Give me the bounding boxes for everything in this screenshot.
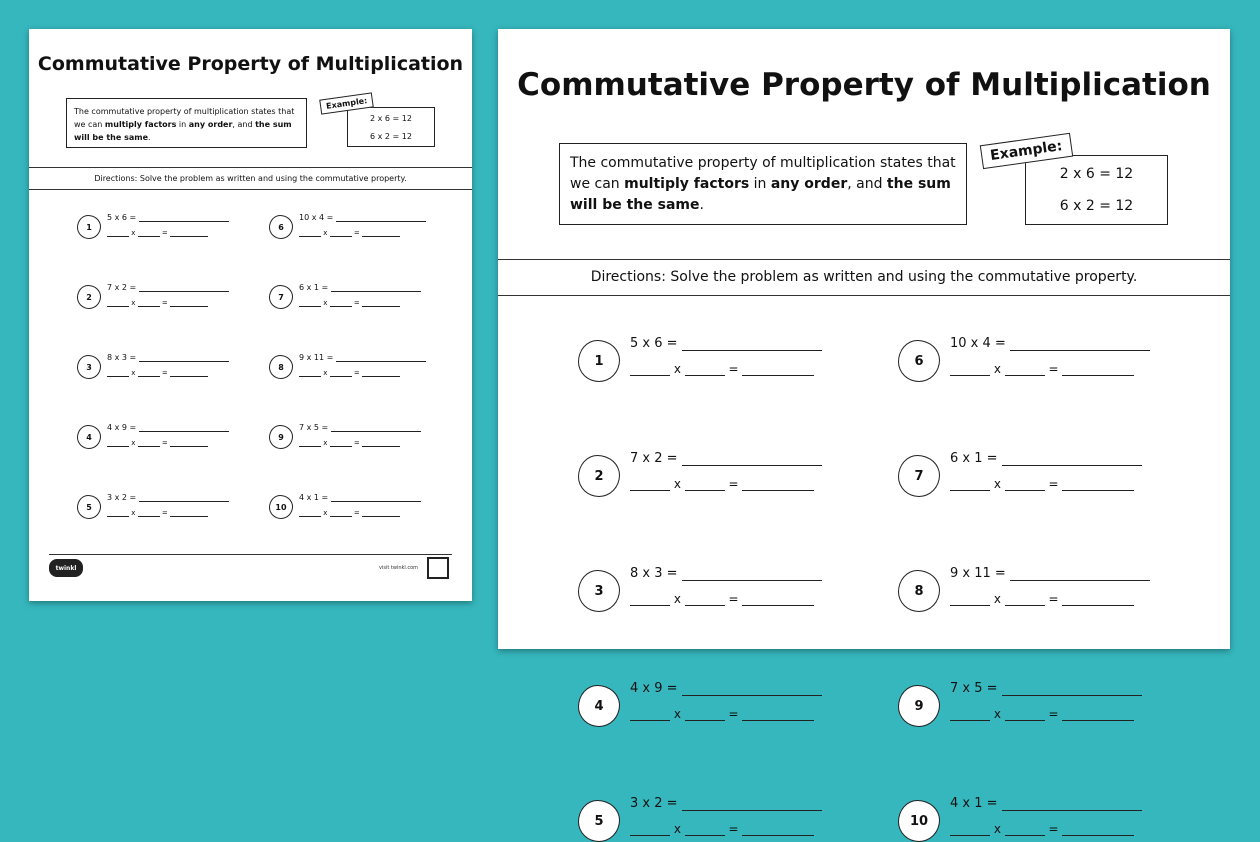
problem-number-badge: 7 [898,455,940,497]
times-symbol: x [670,822,685,836]
times-symbol: x [129,509,138,517]
answer-blank[interactable] [139,431,229,432]
problem-number-badge: 4 [77,425,101,449]
answer-blank[interactable] [1010,580,1150,581]
problem-number-badge: 2 [578,455,620,497]
example-line: 6 x 2 = 12 [370,132,412,141]
definition-text-part: , and [232,120,256,129]
factor-blank[interactable] [107,306,129,307]
problem-expression: 4 x 9 = [107,423,229,432]
commutative-row [107,299,208,307]
times-symbol: x [670,477,685,491]
equals-symbol: = [1044,822,1063,836]
definition-text-part: The commutative property of multiplication states that we can [74,107,295,129]
factor-blank[interactable] [950,490,990,491]
commutative-row [630,707,814,721]
factor-blank[interactable] [950,375,990,376]
equals-symbol: = [351,439,362,447]
footer-divider [49,554,452,555]
factor-blank[interactable] [685,605,725,606]
factor-blank[interactable] [1005,720,1045,721]
equals-symbol: = [724,362,743,376]
factor-blank[interactable] [299,446,321,447]
answer-blank[interactable] [331,501,421,502]
product-blank[interactable] [1062,490,1134,491]
factor-blank[interactable] [1005,375,1045,376]
definition-box [559,143,967,225]
equals-symbol: = [724,477,743,491]
product-blank[interactable] [1062,835,1134,836]
example-box [1025,155,1168,225]
problem-number-badge: 5 [578,800,620,842]
times-symbol: x [129,439,138,447]
product-blank[interactable] [742,720,814,721]
problem-number-badge: 9 [898,685,940,727]
commutative-row [107,229,208,237]
factor-blank[interactable] [330,446,352,447]
commutative-row [950,592,1134,606]
product-blank[interactable] [1062,720,1134,721]
product-blank[interactable] [362,446,400,447]
times-symbol: x [321,229,330,237]
factor-blank[interactable] [299,306,321,307]
commutative-row [107,509,208,517]
answer-blank[interactable] [682,580,822,581]
factor-blank[interactable] [950,835,990,836]
times-symbol: x [321,439,330,447]
commutative-row [630,362,814,376]
definition-text-part: The commutative property of multiplication states that we can [570,155,956,192]
definition-text-part: in [176,120,189,129]
problem-expression: 4 x 9 = [630,681,822,696]
problem-number-badge: 1 [578,340,620,382]
times-symbol: x [670,592,685,606]
worksheet-thumbnail [29,29,472,601]
answer-blank[interactable] [139,361,229,362]
factor-blank[interactable] [330,306,352,307]
equals-symbol: = [159,369,170,377]
factor-blank[interactable] [299,236,321,237]
answer-blank[interactable] [139,291,229,292]
definition-text-part: the sum will be the same [74,120,292,142]
product-blank[interactable] [742,490,814,491]
problem-expression: 9 x 11 = [299,353,426,362]
answer-blank[interactable] [1002,695,1142,696]
twinkl-logo: twinkl [49,559,83,577]
times-symbol: x [990,592,1005,606]
factor-blank[interactable] [107,376,129,377]
definition-text-part: multiply factors [104,120,177,129]
equals-symbol: = [1044,477,1063,491]
problem-expression: 7 x 5 = [950,681,1142,696]
definition-text-part: multiply factors [624,176,750,192]
factor-blank[interactable] [330,236,352,237]
definition-box [66,98,307,148]
equals-symbol: = [724,822,743,836]
times-symbol: x [990,707,1005,721]
answer-blank[interactable] [331,431,421,432]
answer-blank[interactable] [1010,350,1150,351]
equals-symbol: = [1044,707,1063,721]
answer-blank[interactable] [336,361,426,362]
divider [498,295,1230,296]
factor-blank[interactable] [685,375,725,376]
divider [29,189,472,190]
factor-blank[interactable] [138,516,160,517]
commutative-row [299,439,400,447]
factor-blank[interactable] [299,516,321,517]
commutative-row [950,477,1134,491]
problem-number-badge: 3 [77,355,101,379]
problem-expression: 10 x 4 = [299,213,426,222]
product-blank[interactable] [170,376,208,377]
equals-symbol: = [159,509,170,517]
times-symbol: x [670,362,685,376]
factor-blank[interactable] [630,605,670,606]
factor-blank[interactable] [630,375,670,376]
factor-blank[interactable] [330,516,352,517]
problem-expression: 8 x 3 = [630,566,822,581]
times-symbol: x [990,362,1005,376]
product-blank[interactable] [742,605,814,606]
problem-expression: 6 x 1 = [299,283,421,292]
factor-blank[interactable] [950,605,990,606]
commutative-row [950,362,1134,376]
equals-symbol: = [351,369,362,377]
answer-blank[interactable] [682,350,822,351]
problem-number-badge: 6 [898,340,940,382]
answer-blank[interactable] [682,465,822,466]
definition-text-part: . [699,197,704,213]
problem-expression: 9 x 11 = [950,566,1150,581]
factor-blank[interactable] [685,490,725,491]
times-symbol: x [990,822,1005,836]
commutative-row [950,822,1134,836]
factor-blank[interactable] [138,446,160,447]
problem-number-badge: 7 [269,285,293,309]
problem-expression: 6 x 1 = [950,451,1142,466]
factor-blank[interactable] [299,376,321,377]
equals-symbol: = [351,229,362,237]
commutative-row [107,439,208,447]
definition-text-part: any order [770,176,848,192]
answer-blank[interactable] [139,221,229,222]
problem-number-badge: 9 [269,425,293,449]
factor-blank[interactable] [138,306,160,307]
product-blank[interactable] [362,236,400,237]
answer-blank[interactable] [682,810,822,811]
factor-blank[interactable] [685,835,725,836]
example-label: Example: [980,133,1073,169]
problem-expression: 5 x 6 = [630,336,822,351]
factor-blank[interactable] [330,376,352,377]
product-blank[interactable] [362,306,400,307]
times-symbol: x [321,509,330,517]
commutative-row [299,299,400,307]
commutative-row [950,707,1134,721]
problem-number-badge: 8 [269,355,293,379]
problem-expression: 7 x 2 = [107,283,229,292]
problem-number-badge: 4 [578,685,620,727]
factor-blank[interactable] [630,720,670,721]
problem-expression: 10 x 4 = [950,336,1150,351]
qr-code-icon [427,557,449,579]
times-symbol: x [129,299,138,307]
problem-expression: 4 x 1 = [950,796,1142,811]
equals-symbol: = [724,707,743,721]
commutative-row [107,369,208,377]
example-label: Example: [319,92,374,114]
equals-symbol: = [724,592,743,606]
product-blank[interactable] [170,446,208,447]
example-line: 2 x 6 = 12 [370,114,412,123]
directions-text: Directions: Solve the problem as written and using the commutative property. [94,174,407,183]
factor-blank[interactable] [107,236,129,237]
product-blank[interactable] [170,516,208,517]
answer-blank[interactable] [1002,810,1142,811]
equals-symbol: = [351,509,362,517]
answer-blank[interactable] [682,695,822,696]
divider [498,259,1230,260]
equals-symbol: = [159,229,170,237]
problem-number-badge: 10 [898,800,940,842]
factor-blank[interactable] [138,376,160,377]
problem-number-badge: 5 [77,495,101,519]
problem-expression: 7 x 5 = [299,423,421,432]
worksheet-enlarged [498,29,1230,836]
example-box [347,107,435,147]
problem-number-badge: 2 [77,285,101,309]
product-blank[interactable] [742,375,814,376]
factor-blank[interactable] [630,835,670,836]
commutative-row [299,509,400,517]
worksheet-title: Commutative Property of Multiplication [517,67,1211,103]
equals-symbol: = [159,299,170,307]
worksheet-title: Commutative Property of Multiplication [37,53,464,75]
problem-number-badge: 6 [269,215,293,239]
factor-blank[interactable] [950,720,990,721]
equals-symbol: = [351,299,362,307]
product-blank[interactable] [362,516,400,517]
factor-blank[interactable] [630,490,670,491]
product-blank[interactable] [170,236,208,237]
factor-blank[interactable] [685,720,725,721]
equals-symbol: = [1044,592,1063,606]
commutative-row [630,592,814,606]
product-blank[interactable] [1062,605,1134,606]
factor-blank[interactable] [1005,835,1045,836]
divider [29,167,472,168]
definition-text-part: . [148,133,151,142]
product-blank[interactable] [170,306,208,307]
problem-expression: 5 x 6 = [107,213,229,222]
problem-expression: 4 x 1 = [299,493,421,502]
commutative-row [299,229,400,237]
answer-blank[interactable] [139,501,229,502]
problem-number-badge: 3 [578,570,620,612]
factor-blank[interactable] [1005,605,1045,606]
product-blank[interactable] [1062,375,1134,376]
times-symbol: x [321,369,330,377]
commutative-row [630,477,814,491]
problem-expression: 7 x 2 = [630,451,822,466]
problem-number-badge: 1 [77,215,101,239]
answer-blank[interactable] [1002,465,1142,466]
commutative-row [630,822,814,836]
definition-text-part: , and [847,176,887,192]
example-line: 6 x 2 = 12 [1059,198,1134,214]
problem-expression: 3 x 2 = [630,796,822,811]
problem-number-badge: 8 [898,570,940,612]
problem-number-badge: 10 [269,495,293,519]
factor-blank[interactable] [107,516,129,517]
times-symbol: x [129,369,138,377]
directions-text: Directions: Solve the problem as written and using the commutative property. [590,269,1138,285]
times-symbol: x [129,229,138,237]
definition-text-part: any order [188,120,233,129]
times-symbol: x [670,707,685,721]
commutative-row [299,369,400,377]
factor-blank[interactable] [138,236,160,237]
visit-text: visit twinkl.com [379,565,419,571]
equals-symbol: = [159,439,170,447]
answer-blank[interactable] [336,221,426,222]
product-blank[interactable] [742,835,814,836]
times-symbol: x [321,299,330,307]
definition-text-part: the sum will be the same [570,176,951,213]
equals-symbol: = [1044,362,1063,376]
problem-expression: 3 x 2 = [107,493,229,502]
problem-expression: 8 x 3 = [107,353,229,362]
example-line: 2 x 6 = 12 [1059,166,1134,182]
product-blank[interactable] [362,376,400,377]
factor-blank[interactable] [107,446,129,447]
definition-text-part: in [749,176,771,192]
answer-blank[interactable] [331,291,421,292]
times-symbol: x [990,477,1005,491]
factor-blank[interactable] [1005,490,1045,491]
